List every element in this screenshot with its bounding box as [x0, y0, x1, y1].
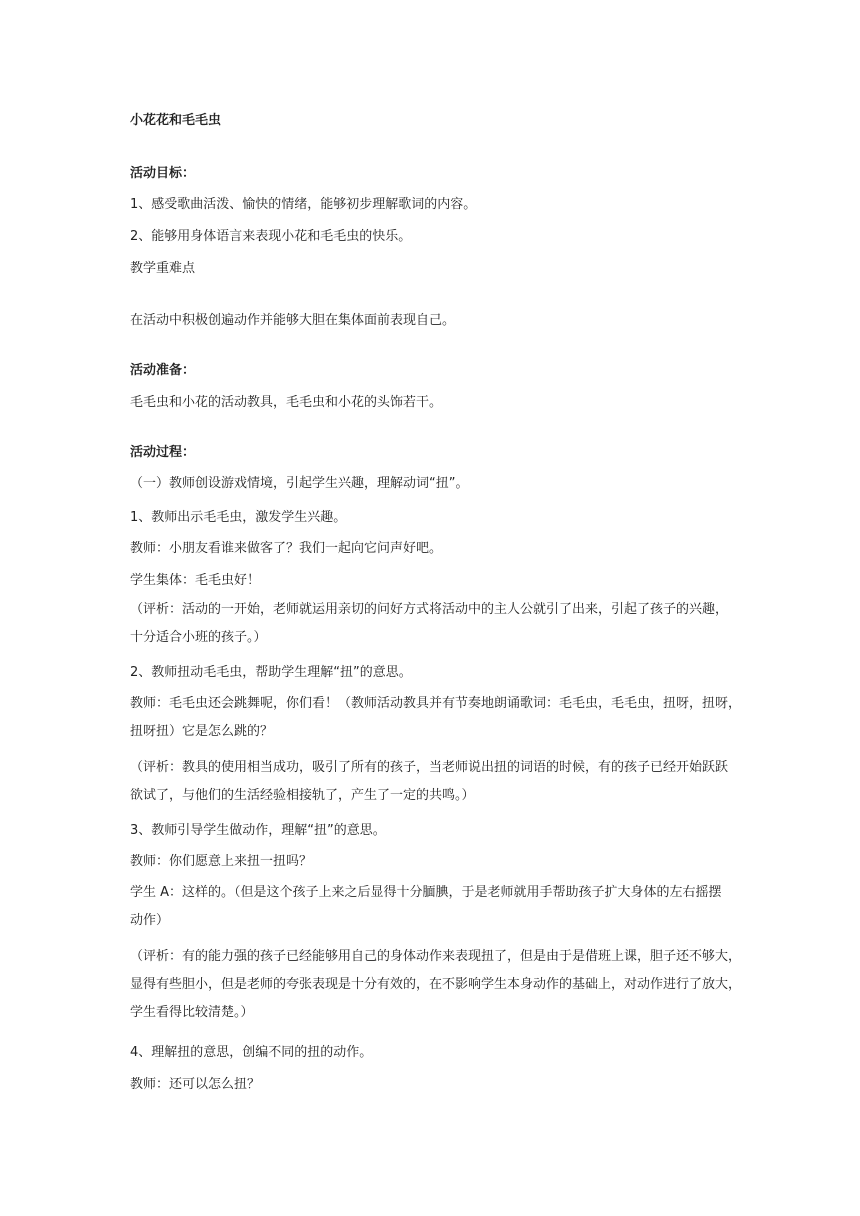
step-1-comment-line-2: 十分适合小班的孩子。） — [130, 630, 267, 645]
step-3-student-line-2: 动作） — [130, 913, 170, 928]
key-difficulty-label: 教学重难点 — [130, 261, 196, 276]
step-3-student-line-1: 学生 A：这样的。（但是这个孩子上来之后显得十分腼腆，于是老师就用手帮助孩子扩大身体的左右摇摆 — [130, 885, 722, 900]
goal-item-2: 2、能够用身体语言来表现小花和毛毛虫的快乐。 — [130, 229, 412, 244]
step-2-teacher-line-1: 教师：毛毛虫还会跳舞呢，你们看！（教师活动教具并有节奏地朗诵歌词：毛毛虫，毛毛虫，扭呀，扭呀， — [130, 696, 742, 711]
step-2-comment-line-2: 欲试了，与他们的生活经验相接轨了，产生了一定的共鸣。） — [130, 788, 475, 803]
step-3: 3、教师引导学生做动作，理解“扭”的意思。 — [130, 823, 386, 838]
step-2-teacher-line-2: 扭呀扭）它是怎么跳的？ — [130, 724, 274, 739]
step-3-comment — [130, 943, 742, 1027]
process-heading: 活动过程： — [130, 445, 196, 460]
preparation-text: 毛毛虫和小花的活动教具，毛毛虫和小花的头饰若干。 — [130, 395, 443, 410]
step-3-comment-line-3: 学生看得比较清楚。） — [130, 1005, 254, 1020]
process-part-1: （一）教师创设游戏情境，引起学生兴趣，理解动词“扭”。 — [130, 476, 469, 491]
document-title: 小花花和毛毛虫 — [130, 113, 222, 128]
step-4: 4、理解扭的意思，创编不同的扭的动作。 — [130, 1045, 373, 1060]
step-4-teacher: 教师：还可以怎么扭？ — [130, 1077, 261, 1092]
step-1-comment — [130, 596, 734, 652]
step-1: 1、教师出示毛毛虫，激发学生兴趣。 — [130, 510, 347, 525]
goal-item-1: 1、感受歌曲活泼、愉快的情绪，能够初步理解歌词的内容。 — [130, 197, 477, 212]
step-3-comment-line-1: （评析：有的能力强的孩子已经能够用自己的身体动作来表现扭了，但是由于是借班上课，胆子还不够大， — [130, 949, 742, 964]
step-2-comment — [130, 754, 734, 810]
step-2-comment-line-1: （评析：教具的使用相当成功，吸引了所有的孩子，当老师说出扭的词语的时候，有的孩子已经开始跃跃 — [130, 760, 729, 775]
step-2-teacher — [130, 690, 742, 746]
step-1-teacher: 教师：小朋友看谁来做客了？我们一起向它问声好吧。 — [130, 541, 443, 556]
key-difficulty-text: 在活动中积极创遍动作并能够大胆在集体面前表现自己。 — [130, 313, 456, 328]
step-2: 2、教师扭动毛毛虫，帮助学生理解“扭”的意思。 — [130, 665, 412, 680]
step-1-comment-line-1: （评析：活动的一开始，老师就运用亲切的问好方式将活动中的主人公就引了出来，引起了孩子的兴趣， — [130, 602, 729, 617]
step-1-students: 学生集体：毛毛虫好！ — [130, 573, 261, 588]
step-3-comment-line-2: 显得有些胆小，但是老师的夸张表现是十分有效的，在不影响学生本身动作的基础上，对动作进行了放大， — [130, 977, 742, 992]
preparation-heading: 活动准备： — [130, 363, 196, 378]
goals-heading: 活动目标： — [130, 166, 196, 181]
step-3-student — [130, 879, 734, 935]
step-3-teacher: 教师：你们愿意上来扭一扭吗？ — [130, 854, 313, 869]
